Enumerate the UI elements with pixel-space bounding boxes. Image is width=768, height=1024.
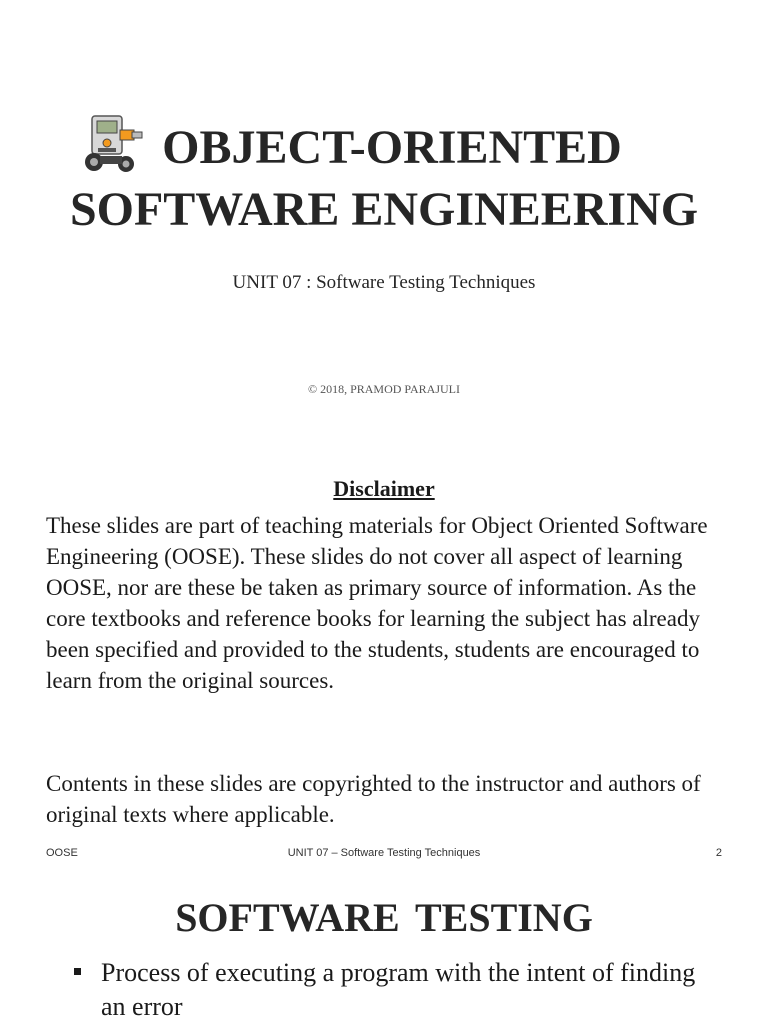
bullet-square-icon bbox=[74, 968, 81, 975]
disclaimer-heading: Disclaimer bbox=[333, 476, 435, 501]
disclaimer-paragraph-1: These slides are part of teaching materials for Object Oriented Software Engineering (OOSE). These slides do not cover all aspect of learning OOSE, nor are these be taken as primary source of information. As the core textbooks and reference books for learning the subject has already been specified and provided to the students, students are encouraged to learn from the original sources. bbox=[46, 513, 708, 693]
slide-subtitle: UNIT 07 : Software Testing Techniques bbox=[232, 272, 536, 293]
bullet-text: Process of executing a program with the intent of finding an error bbox=[101, 958, 696, 1021]
slide-title-line1: OBJECT-ORIENTED bbox=[162, 121, 622, 174]
disclaimer-slide bbox=[0, 440, 768, 860]
title-slide bbox=[0, 0, 768, 440]
disclaimer-paragraph-2: Contents in these slides are copyrighted to the instructor and authors of original texts where applicable. bbox=[46, 771, 701, 827]
footer-unit: UNIT 07 – Software Testing Techniques bbox=[287, 847, 481, 859]
footer-page-number: 2 bbox=[715, 847, 722, 859]
footer-course: OOSE bbox=[46, 847, 78, 859]
slide-title: SOFTWARE TESTING bbox=[175, 895, 593, 940]
slide-title-line2: SOFTWARE ENGINEERING bbox=[69, 183, 699, 236]
copyright-notice: © 2018, PRAMOD PARAJULI bbox=[307, 382, 461, 396]
software-testing-slide bbox=[0, 860, 768, 1024]
